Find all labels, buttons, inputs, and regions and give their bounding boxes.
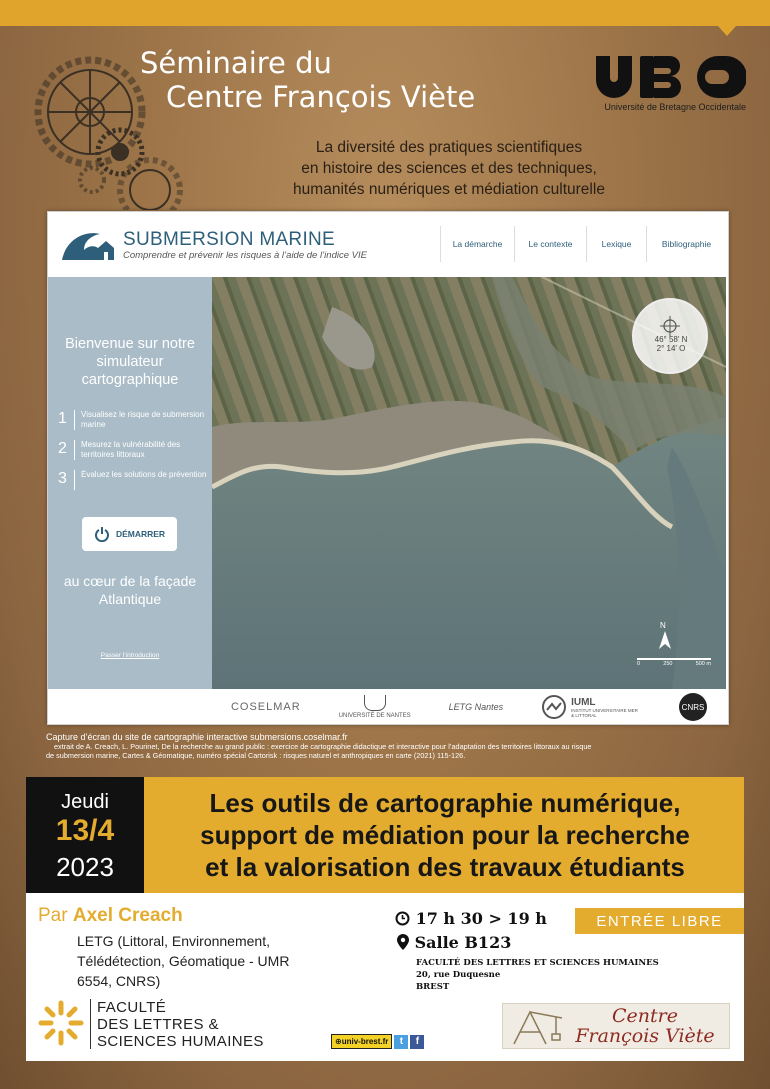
crosshair-icon bbox=[660, 316, 680, 336]
speaker-affiliation: LETG (Littoral, Environnement, Télédétection, Géomatique - UMR 6554, CNRS) bbox=[77, 933, 290, 989]
faculty-star-icon bbox=[38, 1000, 84, 1046]
step-text: Évaluez les solutions de prévention bbox=[81, 470, 207, 479]
nav-item-contexte[interactable]: Le contexte bbox=[514, 226, 586, 262]
partner-logos bbox=[212, 689, 726, 725]
step-divider bbox=[74, 470, 75, 490]
north-label: N bbox=[660, 621, 666, 630]
intro-sidebar bbox=[48, 277, 212, 689]
ubo-logo bbox=[594, 46, 746, 100]
top-notch bbox=[718, 26, 736, 36]
ubo-name: Université de Bretagne Occidentale bbox=[604, 102, 746, 112]
event-address bbox=[416, 957, 659, 993]
scale-labels bbox=[637, 661, 711, 667]
step-divider bbox=[74, 440, 75, 460]
tagline: au cœur de la façade Atlantique bbox=[63, 573, 197, 607]
caption-line1: Capture d’écran du site de cartographie interactive submersions.coselmar.fr bbox=[46, 732, 348, 742]
twitter-icon[interactable]: t bbox=[394, 1035, 408, 1049]
coselmar-logo: COSELMAR bbox=[230, 701, 301, 713]
scale-label: 0 bbox=[637, 661, 641, 667]
subtitle-line: humanités numériques et médiation culturelle bbox=[293, 181, 605, 198]
talk-title-line: Les outils de cartographie numérique, bbox=[209, 788, 681, 818]
nav-item-bibliographie[interactable]: Bibliographie bbox=[646, 226, 726, 262]
event-time-text: 17 h 30 > 19 h bbox=[415, 909, 547, 928]
letg-logo: LETG Nantes bbox=[448, 702, 504, 712]
event-room-text: Salle B123 bbox=[414, 933, 512, 952]
speaker-line bbox=[38, 905, 183, 927]
event-day: Jeudi bbox=[61, 791, 109, 813]
welcome-text: Bienvenue sur notre simulateur cartographique bbox=[65, 336, 195, 388]
cfv-line2: François Viète bbox=[575, 1025, 715, 1047]
event-year: 2023 bbox=[56, 852, 114, 882]
step-number: 3 bbox=[58, 470, 67, 487]
coordinates bbox=[640, 335, 702, 353]
subtitle-line: La diversité des pratiques scientifiques bbox=[315, 139, 583, 156]
north-arrow-icon bbox=[659, 631, 671, 649]
skip-intro-link[interactable]: Passer l’introduction bbox=[100, 652, 160, 659]
web-link-text: univ-brest.fr bbox=[341, 1037, 389, 1046]
step-number: 2 bbox=[58, 440, 67, 457]
address-line: 20, rue Duquesne bbox=[416, 970, 501, 980]
faculty-line: FACULTÉ bbox=[97, 999, 167, 1016]
nav-item-demarche[interactable]: La démarche bbox=[440, 226, 514, 262]
talk-title bbox=[150, 787, 740, 883]
event-date: 13/4 bbox=[55, 814, 115, 847]
scale-label: 250 bbox=[663, 661, 673, 667]
location-pin-icon bbox=[397, 934, 409, 950]
wave-house-icon bbox=[60, 228, 114, 262]
crane-engraving-icon bbox=[508, 1006, 566, 1046]
iuml-logo bbox=[541, 694, 641, 720]
caption-line3: de submersion marine, Cartes & Géomatique, numéro spécial Cartorisk : risques naturel et anthropiques en carte (2021) 115-126. bbox=[46, 751, 466, 760]
faculty-line: SCIENCES HUMAINES bbox=[97, 1033, 264, 1050]
address-line: FACULTÉ DES LETTRES ET SCIENCES HUMAINES bbox=[416, 958, 659, 968]
iuml-name: IUML bbox=[571, 696, 596, 708]
nav-item-lexique[interactable]: Lexique bbox=[586, 226, 646, 262]
cfv-line1: Centre bbox=[612, 1005, 678, 1027]
step-divider bbox=[74, 410, 75, 430]
caption-line2: extrait de A. Creach, L. Pourinet, De la recherche au grand public : exercice de cartographie didactique et interactive pour l’adaptation des territoires littoraux au risque bbox=[54, 742, 592, 751]
social-links bbox=[331, 1034, 424, 1049]
seminar-subtitle bbox=[230, 137, 668, 200]
seminar-title bbox=[140, 46, 475, 114]
facebook-icon[interactable]: f bbox=[410, 1035, 424, 1049]
univ-nantes-name: UNIVERSITÉ DE NANTES bbox=[338, 713, 411, 719]
site-subtitle: Comprendre et prévenir les risques à l’aide de l’indice VIE bbox=[123, 250, 367, 261]
screenshot-caption bbox=[46, 732, 746, 760]
speaker-name: Axel Creach bbox=[72, 905, 183, 926]
univ-nantes-icon bbox=[364, 695, 386, 711]
date-box bbox=[26, 777, 144, 893]
free-entry-badge: ENTRÉE LIBRE bbox=[575, 908, 744, 934]
univ-nantes-logo bbox=[339, 695, 411, 719]
faculty-divider bbox=[90, 999, 91, 1049]
coord-lat: 46° 58' N bbox=[654, 335, 688, 344]
speaker-prefix: Par bbox=[38, 905, 68, 926]
step-number: 1 bbox=[58, 410, 67, 427]
start-button-label: DÉMARRER bbox=[115, 529, 166, 539]
site-title: SUBMERSION MARINE bbox=[123, 229, 336, 250]
address-line: BREST bbox=[416, 982, 450, 992]
faculty-name bbox=[97, 999, 264, 1050]
web-link[interactable]: ⊕univ-brest.fr bbox=[331, 1034, 392, 1049]
start-button[interactable] bbox=[82, 517, 177, 551]
event-room bbox=[397, 933, 511, 952]
step-text: Visualisez le risque de submersion marine bbox=[81, 410, 205, 429]
power-icon bbox=[94, 526, 110, 542]
cfv-name bbox=[570, 1006, 720, 1046]
event-time bbox=[395, 909, 547, 928]
talk-title-line: et la valorisation des travaux étudiants bbox=[205, 852, 685, 882]
clock-icon bbox=[395, 911, 410, 926]
iuml-subtitle: INSTITUT UNIVERSITAIRE MER & LITTORAL bbox=[571, 707, 638, 718]
iuml-icon bbox=[541, 694, 567, 720]
faculty-line: DES LETTRES & bbox=[97, 1016, 219, 1033]
seminar-title-line2: Centre François Viète bbox=[166, 80, 476, 114]
scale-bar bbox=[637, 658, 711, 660]
seminar-title-line1: Séminaire du bbox=[140, 46, 332, 80]
subtitle-line: en histoire des sciences et des techniques, bbox=[301, 160, 597, 177]
step-text: Mesurez la vulnérabilité des territoires littoraux bbox=[81, 440, 181, 459]
cnrs-logo: CNRS bbox=[679, 693, 707, 721]
talk-title-line: support de médiation pour la recherche bbox=[200, 820, 690, 850]
coord-lon: 2° 14' O bbox=[656, 344, 686, 353]
top-bar bbox=[0, 0, 770, 26]
scale-label: 500 m bbox=[695, 661, 711, 667]
website-screenshot bbox=[47, 211, 729, 725]
